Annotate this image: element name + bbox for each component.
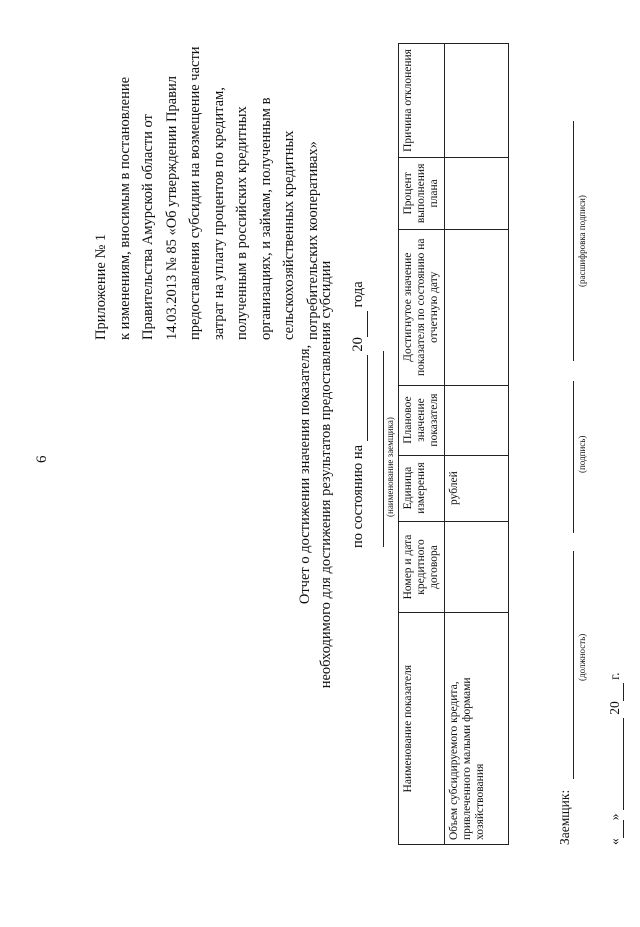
table-cell bbox=[445, 521, 509, 613]
appendix-line: потребительских кооперативах» bbox=[304, 141, 321, 340]
date-close-quote: » bbox=[607, 813, 622, 821]
as-of-line bbox=[350, 281, 368, 548]
decode-hint: (расшифровка подписи) bbox=[577, 195, 587, 287]
date-year-suffix: г. bbox=[607, 672, 622, 680]
appendix-line: к изменениям, вносимым в постановление bbox=[116, 76, 133, 340]
borrower-hint: (наименование заемщика) bbox=[385, 417, 395, 517]
date-blank bbox=[350, 355, 368, 441]
table-cell: Объем субсидируемого кредита, привлеченного малыми формами хозяйствования bbox=[445, 613, 509, 845]
date-open-quote: « bbox=[607, 838, 622, 845]
report-subtitle: необходимого для достижения результатов предоставления субсидии bbox=[318, 260, 334, 689]
header-cell: Наименование показателя bbox=[399, 613, 445, 845]
month-blank bbox=[607, 718, 624, 810]
signature-line bbox=[573, 381, 574, 533]
appendix-line: организациях, и займам, полученным в bbox=[257, 97, 274, 340]
table-cell: рублей bbox=[445, 455, 509, 521]
appendix-line: предоставления субсидии на возмещение части bbox=[187, 46, 203, 340]
header-cell: Процент выполнения плана bbox=[399, 157, 445, 229]
table-cell bbox=[445, 229, 509, 385]
borrower-line bbox=[383, 351, 384, 547]
date-row bbox=[607, 672, 624, 845]
header-cell: Единица измерения bbox=[399, 455, 445, 521]
header-cell: Плановое значение показателя bbox=[399, 385, 445, 455]
as-of-label: по состоянию на bbox=[350, 444, 366, 548]
table-cell bbox=[445, 385, 509, 455]
appendix-line: полученным в российских кредитных bbox=[234, 106, 250, 340]
year-suffix: года bbox=[350, 281, 366, 308]
header-cell: Достигнутое значение показателя по состоянию на отчетную дату bbox=[399, 229, 445, 385]
appendix-line: 14.03.2013 № 85 «Об утверждении Правил bbox=[163, 76, 180, 340]
position-hint: (должность) bbox=[577, 633, 587, 681]
year-blank bbox=[350, 311, 368, 337]
table-cell bbox=[445, 44, 509, 158]
page-number: 6 bbox=[34, 455, 50, 463]
report-title: Отчет о достижении значения показателя, bbox=[297, 344, 313, 605]
appendix-line: Приложение № 1 bbox=[93, 233, 109, 340]
decode-line bbox=[573, 121, 574, 361]
indicator-table bbox=[398, 43, 509, 845]
signature-hint: (подпись) bbox=[577, 435, 587, 473]
date-year-prefix: 20 bbox=[607, 701, 622, 715]
appendix-header bbox=[90, 40, 325, 340]
header-cell: Причина отклонения bbox=[399, 44, 445, 158]
appendix-line: Правительства Амурской области от bbox=[140, 114, 156, 340]
year-prefix: 20 bbox=[350, 337, 366, 352]
table-header-row bbox=[399, 44, 445, 845]
appendix-line: затрат на уплату процентов по кредитам, bbox=[210, 87, 227, 340]
borrower-label: Заемщик: bbox=[557, 789, 572, 845]
position-line bbox=[573, 551, 574, 779]
header-cell: Номер и дата кредитного договора bbox=[399, 521, 445, 613]
date-year-blank bbox=[607, 683, 624, 701]
table-row bbox=[445, 44, 509, 845]
table-cell bbox=[445, 157, 509, 229]
appendix-line: сельскохозяйственных кредитных bbox=[281, 130, 297, 340]
day-blank bbox=[607, 820, 624, 838]
